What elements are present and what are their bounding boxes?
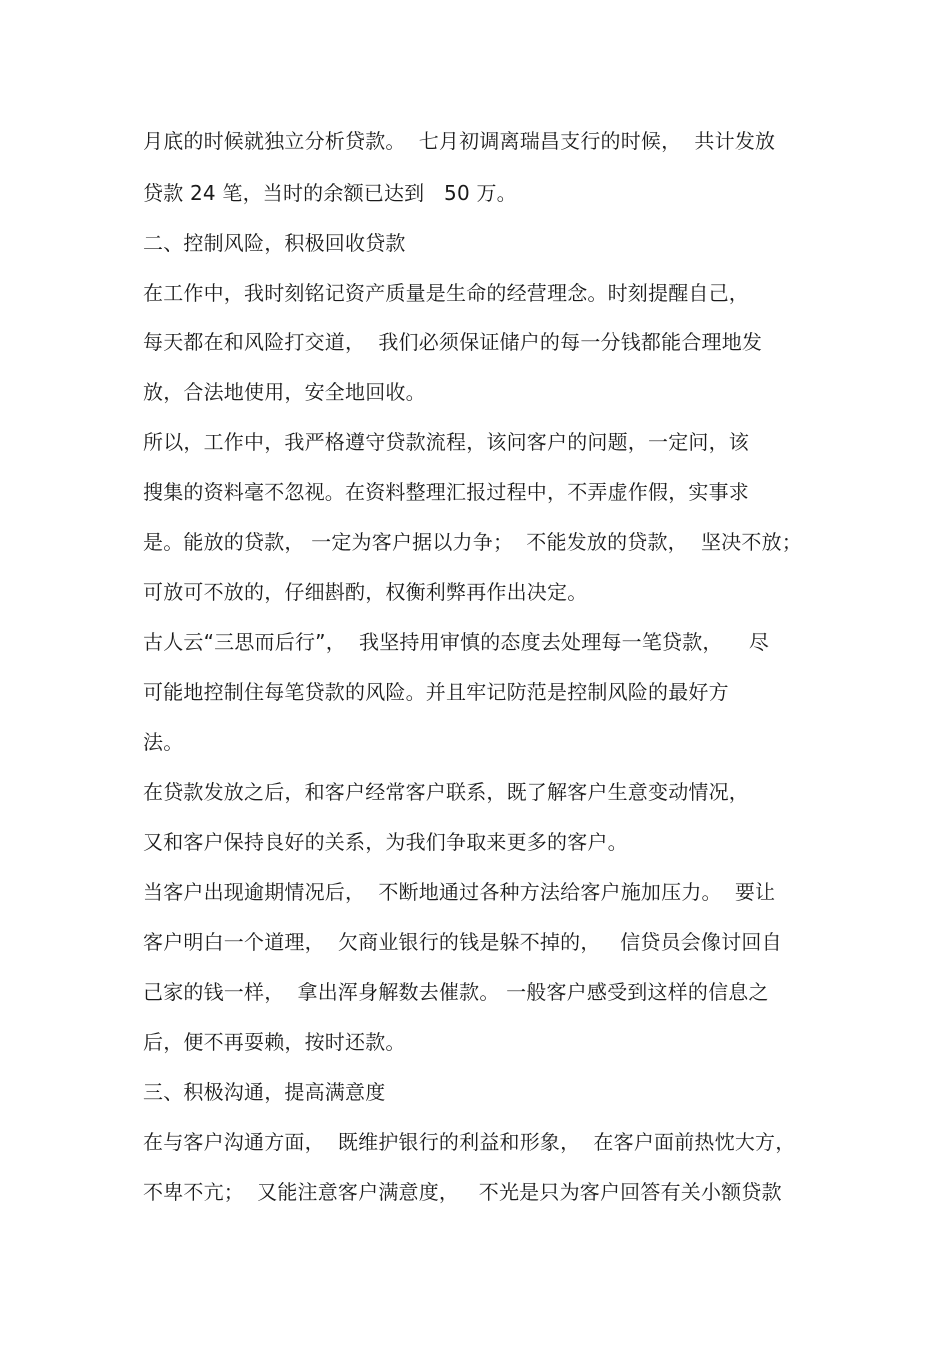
text-line-7: 所以，工作中，我严格遵守贷款流程，该问客户的问题，一定问，该 xyxy=(143,430,749,454)
section-heading-2: 二、控制风险，积极回收贷款 xyxy=(143,231,406,255)
text-line-17: 客户明白一个道理， 欠商业银行的钱是躲不掉的， 信贷员会像讨回自 xyxy=(143,930,782,954)
text-line-16: 当客户出现逾期情况后， 不断地通过各种方法给客户施加压力。 要让 xyxy=(143,880,776,904)
text-line-2: 贷款 24 笔，当时的余额已达到 50 万。 xyxy=(143,181,517,205)
text-line-12: 可能地控制住每笔贷款的风险。并且牢记防范是控制风险的最好方 xyxy=(143,680,729,704)
text-line-10: 可放可不放的，仔细斟酌，权衡利弊再作出决定。 xyxy=(143,580,588,604)
text-line-4: 在工作中，我时刻铭记资产质量是生命的经营理念。时刻提醒自己， xyxy=(143,281,749,305)
text-line-21: 在与客户沟通方面， 既维护银行的利益和形象， 在客户面前热忱大方， xyxy=(143,1130,796,1154)
text-line-6: 放，合法地使用，安全地回收。 xyxy=(143,380,426,404)
text-line-14: 在贷款发放之后，和客户经常客户联系，既了解客户生意变动情况， xyxy=(143,780,749,804)
text-line-9: 是。能放的贷款， 一定为客户据以力争； 不能发放的贷款， 坚决不放； xyxy=(143,530,802,554)
section-heading-3: 三、积极沟通，提高满意度 xyxy=(143,1080,386,1104)
text-line-11: 古人云“三思而后行”， 我坚持用审慎的态度去处理每一笔贷款， 尽 xyxy=(143,630,770,654)
text-line-8: 搜集的资料毫不忽视。在资料整理汇报过程中，不弄虚作假，实事求 xyxy=(143,480,749,504)
text-line-1: 月底的时候就独立分析贷款。 七月初调离瑞昌支行的时候， 共计发放 xyxy=(143,129,776,153)
text-line-13: 法。 xyxy=(143,730,184,754)
text-line-19: 后，便不再耍赖，按时还款。 xyxy=(143,1030,406,1054)
text-line-18: 己家的钱一样， 拿出浑身解数去催款。 一般客户感受到这样的信息之 xyxy=(143,980,769,1004)
text-line-15: 又和客户保持良好的关系，为我们争取来更多的客户。 xyxy=(143,830,628,854)
text-line-5: 每天都在和风险打交道， 我们必须保证储户的每一分钱都能合理地发 xyxy=(143,330,763,354)
text-line-22: 不卑不亢； 又能注意客户满意度， 不光是只为客户回答有关小额贷款 xyxy=(143,1180,782,1204)
